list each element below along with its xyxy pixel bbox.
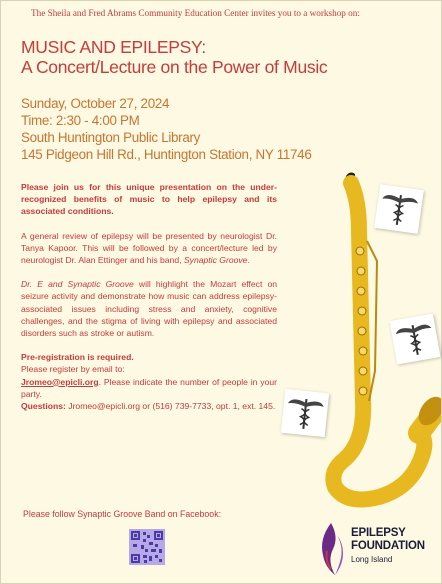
questions-label: Questions:	[21, 401, 66, 412]
caduceus-icon	[281, 389, 329, 437]
prereg-line: Please register by email to:	[21, 364, 125, 375]
event-date: Sunday, October 27, 2024	[21, 96, 170, 111]
prereg-tail: . Please indicate the number of people in your party.	[21, 376, 277, 399]
registration-paragraph	[21, 351, 277, 412]
speakers-paragraph	[21, 230, 277, 267]
event-venue: South Huntington Public Library	[21, 130, 201, 145]
email-link[interactable]: Jromeo@epicli.org	[21, 376, 99, 387]
speakers-tail: .	[247, 255, 250, 266]
title-line-1: MUSIC AND EPILEPSY:	[21, 37, 206, 57]
caduceus-icon	[374, 184, 424, 234]
facebook-follow-text: Please follow Synaptic Groove Band on Facebook:	[23, 509, 222, 519]
speakers-text: A general review of epilepsy will be presented by neurologist Dr. Tanya Kapoor. This will be followed by a concert/lecture led by neurologist Dr. Alan Ettinger and his band,	[21, 230, 277, 266]
intro-paragraph: Please join us for this unique presentation on the under-recognized benefits of music to help epilepsy and its associated conditions.	[21, 182, 277, 217]
program-paragraph	[21, 278, 277, 339]
title-line-2: A Concert/Lecture on the Power of Music	[21, 57, 328, 77]
event-time: Time: 2:30 - 4:00 PM	[21, 113, 140, 128]
event-details	[21, 95, 311, 163]
flame-icon	[315, 521, 347, 577]
page-title	[21, 37, 327, 77]
logo-line-3: Long Island	[351, 555, 393, 564]
epilepsy-foundation-logo	[315, 519, 442, 579]
event-address: 145 Pidgeon Hill Rd., Huntington Station, NY 11746	[21, 147, 312, 162]
qr-code-icon[interactable]	[129, 529, 165, 565]
invite-line: The Sheila and Fred Abrams Community Education Center invites you to a workshop on:	[31, 8, 360, 18]
questions-text: Jromeo@epicli.org or (516) 739-7733, opt. 1, ext. 145.	[65, 401, 276, 412]
band-name: Synaptic Groove	[183, 255, 248, 266]
program-text: will highlight the Mozart effect on seizure activity and demonstrate how music can address epilepsy-associated issues including stress and anxiety, cognitive challenges, and the stigma of living with epilepsy and associated disorders such as stroke or autism.	[21, 279, 277, 339]
logo-line-2: FOUNDATION	[351, 540, 425, 552]
caduceus-icon	[390, 314, 441, 365]
program-lead: Dr. E and Synaptic Groove	[21, 279, 134, 290]
logo-line-1: EPILEPSY	[351, 527, 406, 539]
prereg-heading: Pre-registration is required.	[21, 352, 134, 363]
body-text	[21, 181, 277, 412]
